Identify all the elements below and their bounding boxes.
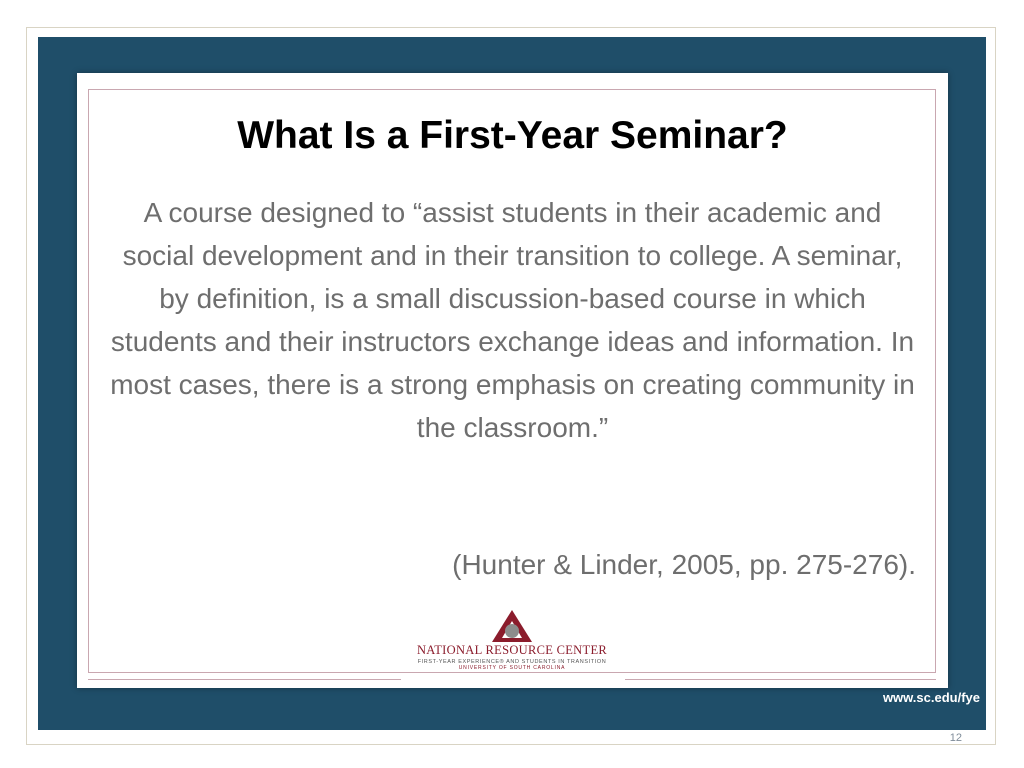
slide-body-text: A course designed to “assist students in their academic and social development and in their transition to college. A seminar, by definition, is a small discussion-based course in which students and their instructors exchange ideas and information. In most cases, there is a strong emphasis on creating community in the classroom.” [110, 197, 915, 443]
slide-number: 12 [949, 732, 962, 744]
logo-rule-left [88, 679, 401, 680]
national-resource-center-logo [397, 608, 627, 678]
logo-rule-right [625, 679, 936, 680]
triangle-circle-logo-icon [490, 608, 534, 644]
logo-university: UNIVERSITY OF SOUTH CAROLINA [458, 665, 566, 671]
citation: (Hunter & Linder, 2005, pp. 275-276). [452, 549, 916, 580]
footer-url: www.sc.edu/fye [882, 690, 980, 705]
slide-title: What Is a First-Year Seminar? [237, 114, 788, 157]
content-panel [77, 73, 948, 688]
logo-name: NATIONAL RESOURCE CENTER [416, 643, 608, 657]
logo-subtitle: FIRST-YEAR EXPERIENCE® AND STUDENTS IN TRANSITION [417, 659, 607, 665]
